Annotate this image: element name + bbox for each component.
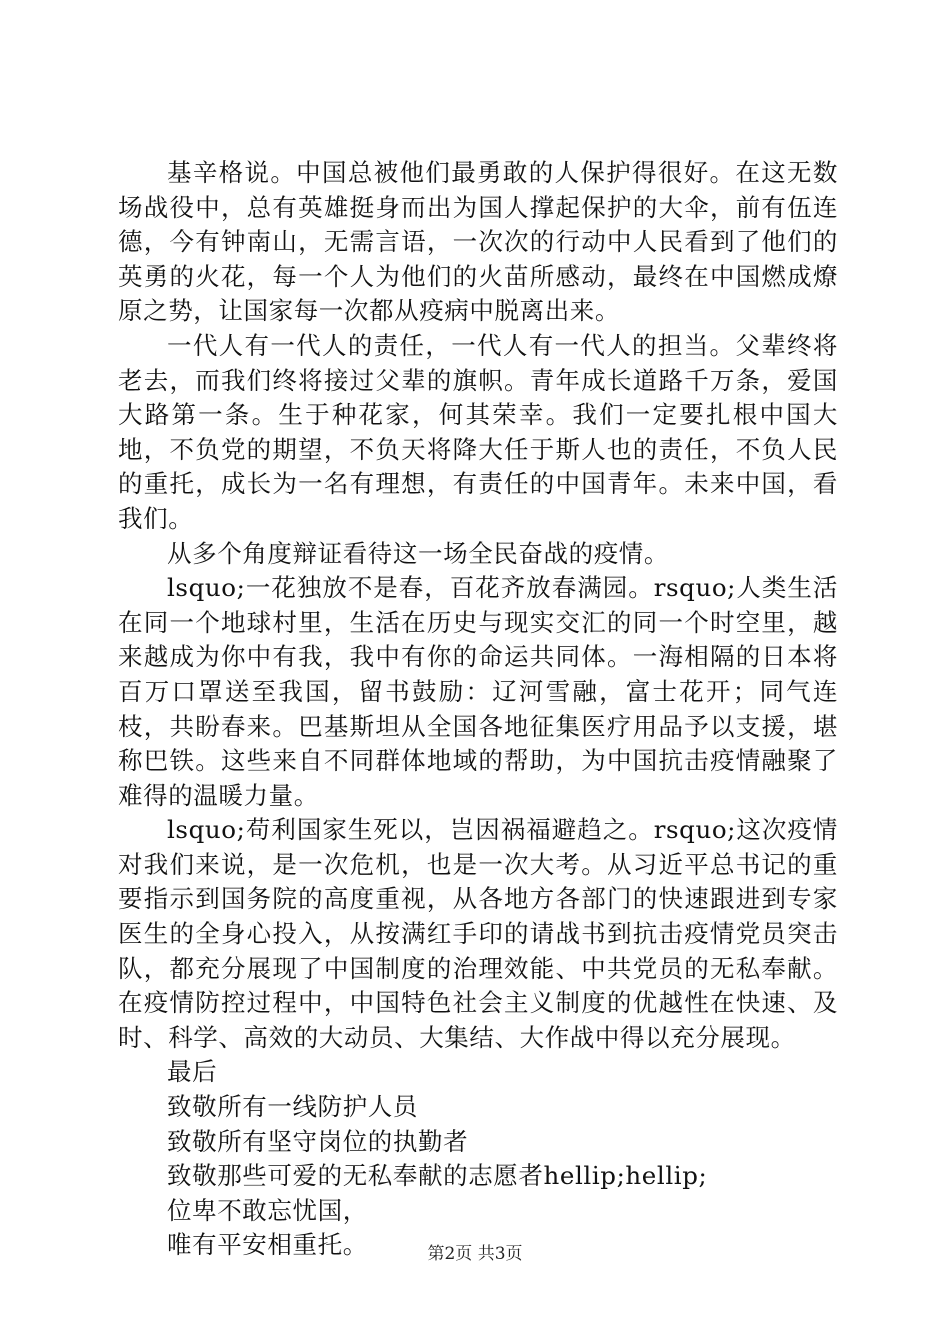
closing-line-finally: 最后 — [167, 1057, 218, 1087]
paragraph-institutional-strength: lsquo;苟利国家生死以，岂因祸福避趋之。rsquo;这次疫情对我们来说，是一次危机，也是一次大考。从习近平总书记的重要指示到国务院的高度重视，从各地方各部门的快速跟进到专家医生的全身心投入，从按满红手印的请战书到抗击疫情党员突击队，都充分展现了中国制度的治理效能、中共党员的无私奉献。在疫情防控过程中，中国特色社会主义制度的优越性在快速、及时、科学、高效的大动员、大集结、大作战中得以充分展现。 — [118, 815, 838, 1052]
paragraph-responsibility: 一代人有一代人的责任，一代人有一代人的担当。父辈终将老去，而我们终将接过父辈的旗帜。青年成长道路千万条，爱国大路第一条。生于种花家，何其荣幸。我们一定要扎根中国大地，不负党的期望，不负天将降大任于斯人也的责任，不负人民的重托，成长为一名有理想，有责任的中国青年。未来中国，看我们。 — [118, 330, 838, 533]
closing-line-verse-two: 唯有平安相重托。 — [167, 1230, 368, 1260]
paragraph-perspective: 从多个角度辩证看待这一场全民奋战的疫情。 — [167, 538, 669, 568]
document-body — [118, 156, 838, 1263]
page-footer: 第2页 共3页 — [427, 1244, 523, 1264]
closing-line-tribute-volunteers: 致敬那些可爱的无私奉献的志愿者hellip;hellip; — [167, 1161, 708, 1191]
closing-line-tribute-frontline: 致敬所有一线防护人员 — [167, 1092, 418, 1122]
closing-line-tribute-on-duty: 致敬所有坚守岗位的执勤者 — [167, 1126, 469, 1156]
paragraph-international-help: lsquo;一花独放不是春，百花齐放春满园。rsquo;人类生活在同一个地球村里，生活在历史与现实交汇的同一个时空里，越来越成为你中有我，我中有你的命运共同体。一海相隔的日本将百万口罩送至我国，留书鼓励：辽河雪融，富士花开；同气连枝，共盼春来。巴基斯坦从全国各地征集医疗用品予以支援，堪称巴铁。这些来自不同群体地域的帮助，为中国抗击疫情融聚了难得的温暖力量。 — [118, 573, 838, 810]
paragraph-heroes: 基辛格说。中国总被他们最勇敢的人保护得很好。在这无数场战役中，总有英雄挺身而出为国人撑起保护的大伞，前有伍连德，今有钟南山，无需言语，一次次的行动中人民看到了他们的英勇的火花，每一个人为他们的火苗所感动，最终在中国燃成燎原之势，让国家每一次都从疫病中脱离出来。 — [118, 158, 838, 326]
closing-line-verse-one: 位卑不敢忘忧国， — [167, 1195, 368, 1225]
